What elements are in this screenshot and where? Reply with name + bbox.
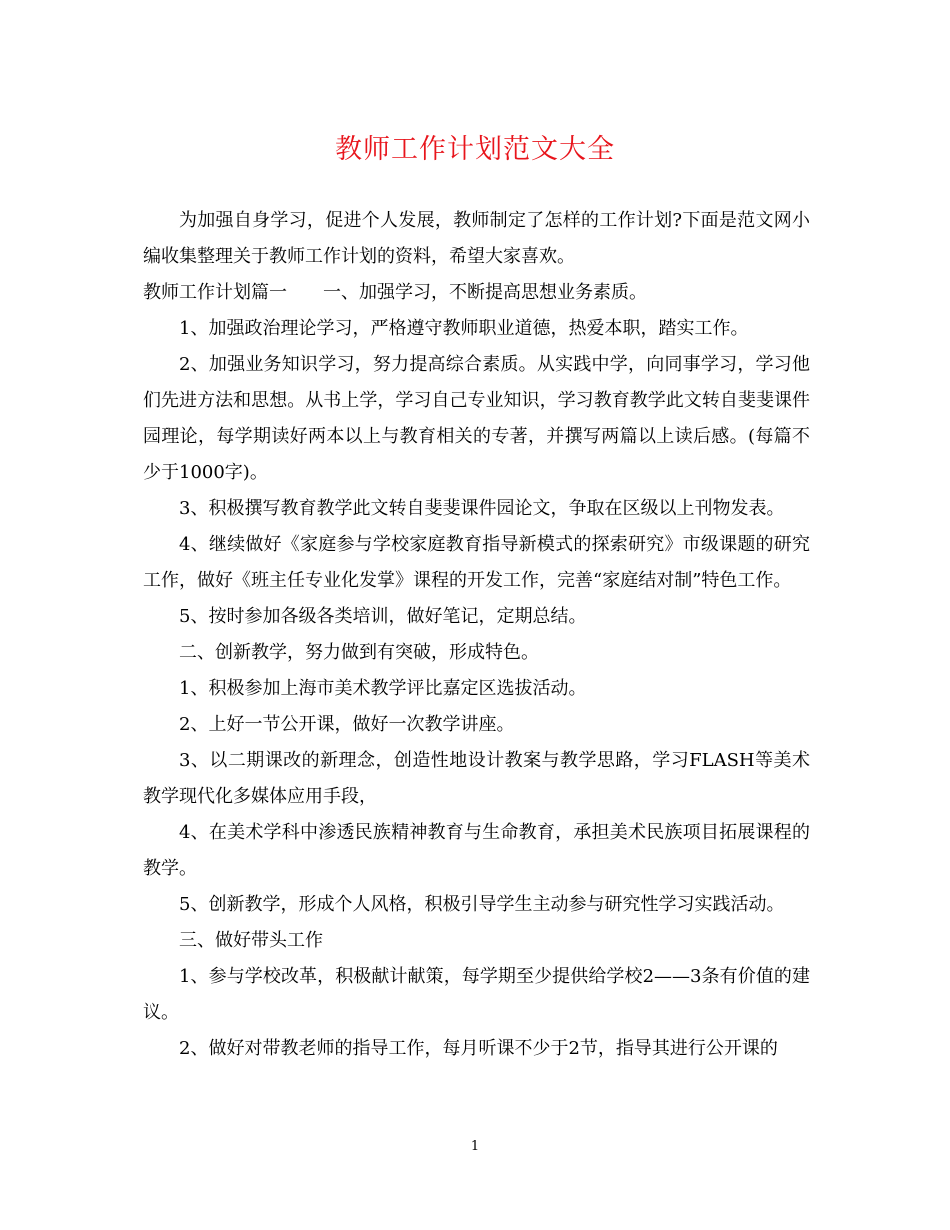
page-number: 1 xyxy=(470,1139,480,1154)
section-heading-paragraph: 三、做好带头工作 xyxy=(179,930,323,951)
body-paragraph: 5、创新教学，形成个人风格，积极引导学生主动参与研究性学习实践活动。 xyxy=(179,894,785,915)
body-paragraph: 4、继续做好《家庭参与学校家庭教育指导新模式的探索研究》市级课题的研究工作，做好《班主任专业化发掌》课程的开发工作，完善“家庭结对制”特色工作。 xyxy=(143,534,810,591)
body-paragraph: 2、上好一节公开课，做好一次教学讲座。 xyxy=(179,714,515,735)
body-paragraph: 3、积极撰写教育教学此文转自斐斐课件园论文，争取在区级以上刊物发表。 xyxy=(179,498,785,519)
document-body xyxy=(143,203,810,1067)
body-paragraph: 5、按时参加各级各类培训，做好笔记，定期总结。 xyxy=(179,606,587,627)
body-paragraph: 2、做好对带教老师的指导工作，每月听课不少于2节，指导其进行公开课的 xyxy=(179,1038,778,1059)
body-paragraph: 2、加强业务知识学习，努力提高综合素质。从实践中学，向同事学习，学习他们先进方法和思想。从书上学，学习自己专业知识，学习教育教学此文转自斐斐课件园理论，每学期读好两本以上与教育相关的专著，并撰写两篇以上读后感。(每篇不少于1000字)。 xyxy=(143,354,810,483)
intro-paragraph: 为加强自身学习，促进个人发展，教师制定了怎样的工作计划?下面是范文网小编收集整理关于教师工作计划的资料，希望大家喜欢。 xyxy=(143,210,810,267)
section-heading-paragraph: 教师工作计划篇一 一、加强学习，不断提高思想业务素质。 xyxy=(143,282,647,303)
body-paragraph: 1、加强政治理论学习，严格遵守教师职业道德，热爱本职，踏实工作。 xyxy=(179,318,749,339)
body-paragraph: 1、积极参加上海市美术教学评比嘉定区选拔活动。 xyxy=(179,678,587,699)
body-paragraph: 1、参与学校改革，积极献计献策，每学期至少提供给学校2——3条有价值的建议。 xyxy=(143,966,810,1023)
document-title: 教师工作计划范文大全 xyxy=(335,134,615,165)
body-paragraph: 4、在美术学科中渗透民族精神教育与生命教育，承担美术民族项目拓展课程的教学。 xyxy=(143,822,810,879)
body-paragraph: 3、以二期课改的新理念，创造性地设计教案与教学思路，学习FLASH等美术教学现代化多媒体应用手段， xyxy=(143,750,810,807)
section-heading-paragraph: 二、创新教学，努力做到有突破，形成特色。 xyxy=(179,642,539,663)
